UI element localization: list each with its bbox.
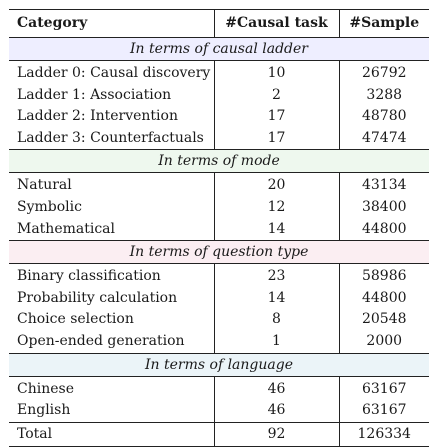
section-header-causal-ladder	[9, 38, 429, 61]
row-causal-task-count: 14	[214, 219, 339, 241]
row-category-label: Symbolic	[9, 197, 214, 219]
total-label: Total	[9, 422, 214, 446]
row-causal-task-count: 10	[214, 61, 339, 85]
row-category-label: English	[9, 400, 214, 422]
row-causal-task-count: 2	[214, 85, 339, 107]
dataset-statistics-table	[9, 9, 429, 447]
total-sample-count: 126334	[339, 422, 429, 446]
section-header-language	[9, 353, 429, 376]
total-row	[9, 422, 429, 446]
row-sample-count: 44800	[361, 289, 407, 306]
row-category-label: Mathematical	[9, 219, 214, 241]
row-category-label: Ladder 2: Intervention	[9, 106, 214, 128]
section-title: In terms of mode	[9, 150, 429, 173]
row-sample-count: 47474	[361, 129, 407, 146]
table-row	[9, 173, 429, 197]
table-header	[9, 10, 429, 38]
header-sample: #Sample	[349, 15, 420, 31]
section-title: In terms of causal ladder	[9, 38, 429, 61]
dataset-statistics-table-container	[9, 9, 429, 447]
row-category-label: Ladder 1: Association	[9, 85, 214, 107]
row-sample-count: 58986	[361, 268, 407, 285]
row-causal-task-count: 17	[214, 106, 339, 128]
row-causal-task-count: 23	[214, 264, 339, 288]
row-causal-task-count: 46	[214, 376, 339, 400]
section-title: In terms of question type	[9, 241, 429, 264]
section-header-mode	[9, 150, 429, 173]
row-category-label: Ladder 3: Counterfactuals	[9, 128, 214, 150]
table-row	[9, 61, 429, 85]
row-causal-task-count: 17	[214, 128, 339, 150]
row-sample-count: 3288	[366, 86, 403, 103]
row-causal-task-count: 8	[214, 309, 339, 331]
row-sample-count: 48780	[361, 108, 407, 125]
row-sample-count: 44800	[361, 220, 407, 237]
row-sample-count: 38400	[361, 198, 407, 215]
header-category: Category	[9, 10, 214, 38]
total-causal-task-count: 92	[214, 422, 339, 446]
row-sample-count: 43134	[361, 177, 407, 194]
row-causal-task-count: 1	[214, 331, 339, 353]
table-row	[9, 309, 429, 331]
header-causal-task: #Causal task	[214, 10, 339, 38]
table-row	[9, 400, 429, 422]
row-causal-task-count: 14	[214, 288, 339, 310]
row-category-label: Natural	[9, 173, 214, 197]
table-row	[9, 288, 429, 310]
row-sample-count: 20548	[361, 311, 407, 328]
table-row	[9, 128, 429, 150]
row-causal-task-count: 46	[214, 400, 339, 422]
row-sample-count: 2000	[366, 332, 403, 349]
table-row	[9, 376, 429, 400]
section-title: In terms of language	[9, 353, 429, 376]
row-causal-task-count: 20	[214, 173, 339, 197]
row-category-label: Binary classification	[9, 264, 214, 288]
row-category-label: Choice selection	[9, 309, 214, 331]
row-causal-task-count: 12	[214, 197, 339, 219]
row-category-label: Ladder 0: Causal discovery	[9, 61, 214, 85]
table-row	[9, 85, 429, 107]
row-category-label: Chinese	[9, 376, 214, 400]
row-category-label: Probability calculation	[9, 288, 214, 310]
header-row	[9, 10, 429, 38]
table-row	[9, 106, 429, 128]
row-sample-count: 63167	[361, 380, 407, 397]
table-row	[9, 197, 429, 219]
table-row	[9, 331, 429, 353]
row-sample-count: 26792	[361, 65, 407, 81]
row-sample-count: 63167	[361, 402, 407, 419]
table-body	[9, 38, 429, 447]
section-header-question-type	[9, 241, 429, 264]
table-row	[9, 219, 429, 241]
row-category-label: Open-ended generation	[9, 331, 214, 353]
table-row	[9, 264, 429, 288]
